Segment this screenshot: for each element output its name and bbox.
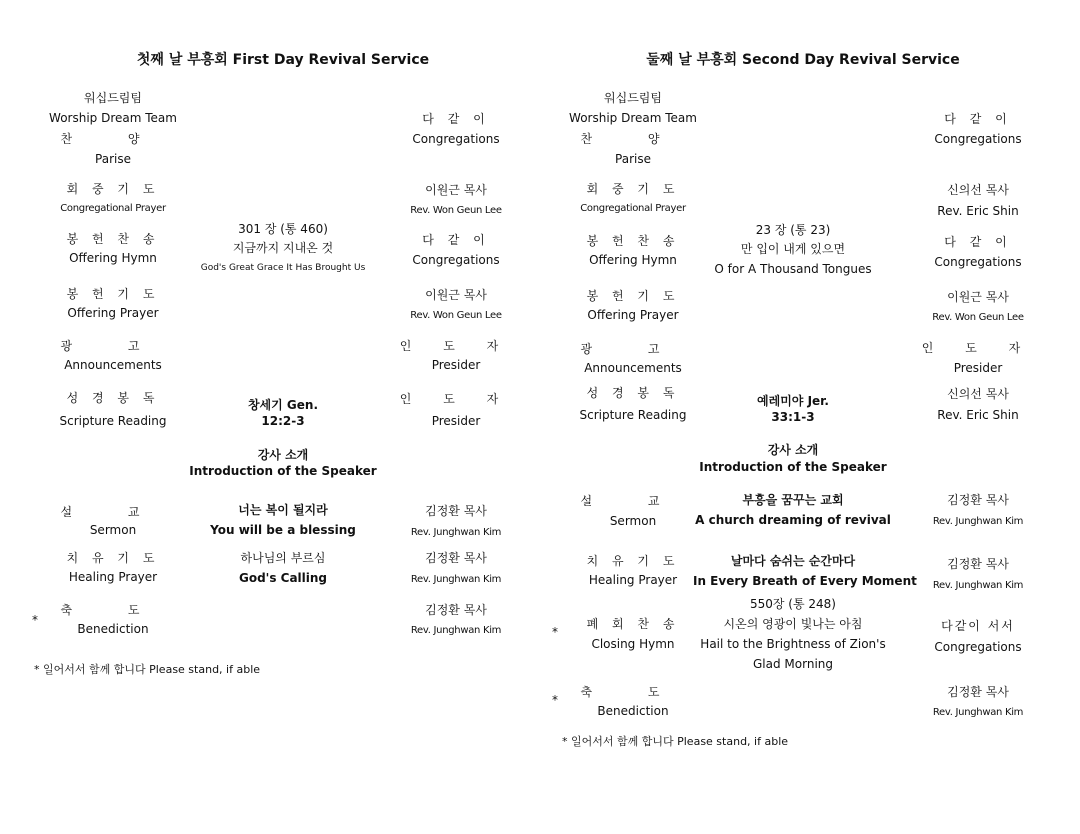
- day2-benediction-by-ko: 김정환 목사: [947, 685, 1009, 699]
- day1-program: [28, 0, 538, 834]
- day1-benediction-by-ko: 김정환 목사: [425, 603, 487, 617]
- day1-sermon-title-en: You will be a blessing: [210, 523, 356, 537]
- day2-healing-ko: 치 유 기 도: [586, 554, 680, 568]
- day1-hymn-title-en: God's Great Grace It Has Brought Us: [200, 263, 366, 273]
- day1-scripture-ref-verse: 12:2-3: [261, 414, 305, 428]
- day1-title: 첫째 날 부흥회 First Day Revival Service: [136, 52, 430, 68]
- day1-sermon-en: Sermon: [89, 523, 137, 537]
- day1-offering-ko: 봉 헌 기 도: [66, 287, 160, 301]
- day2-sermon-en: Sermon: [609, 514, 657, 528]
- day2-healing-by-ko: 김정환 목사: [947, 557, 1009, 571]
- day1-stand-note: * 일어서서 함께 합니다 Please stand, if able: [34, 663, 261, 676]
- day1-offering-by-ko: 이원근 목사: [425, 288, 487, 302]
- day1-praise-en: Parise: [95, 152, 131, 166]
- day2-benediction-by-en: Rev. Junghwan Kim: [932, 707, 1024, 718]
- day2-praise-by-en: Congregations: [934, 132, 1022, 146]
- day2-title: 둘째 날 부흥회 Second Day Revival Service: [646, 52, 960, 68]
- day2-scripture-by-en: Rev. Eric Shin: [937, 408, 1019, 422]
- day2-hymn-by-ko: 다 같 이: [944, 235, 1012, 249]
- day1-scripture-ref-book: 창세기 Gen.: [247, 398, 319, 412]
- day2-closing-hymn-title-en-line1: Hail to the Brightness of Zion's: [700, 637, 886, 651]
- day1-healing-title-ko: 하나님의 부르심: [240, 551, 326, 565]
- day1-prayer-ko: 회 중 기 도: [66, 182, 160, 196]
- day2-benediction-ko: 축 도: [580, 685, 686, 699]
- day1-healing-en: Healing Prayer: [68, 570, 158, 584]
- day2-offering-ko: 봉 헌 기 도: [586, 289, 680, 303]
- day2-hymn-title-en: O for A Thousand Tongues: [714, 262, 872, 276]
- day2-prayer-by-en: Rev. Eric Shin: [937, 204, 1019, 218]
- day1-intro-ko: 강사 소개: [257, 448, 309, 462]
- day1-sermon-by-ko: 김정환 목사: [425, 504, 487, 518]
- day1-prayer-en: Congregational Prayer: [60, 203, 166, 214]
- day2-sermon-ko: 설 교: [580, 494, 686, 508]
- day2-worship-ko: 워십드림팀: [604, 91, 662, 105]
- day2-announcements-en: Announcements: [584, 361, 682, 375]
- day1-scripture-en: Scripture Reading: [59, 414, 167, 428]
- day1-hymn-en: Offering Hymn: [69, 251, 157, 265]
- day2-scripture-ko: 성 경 봉 독: [586, 386, 680, 400]
- day2-closing-hymn-title-en-line2: Glad Morning: [753, 657, 833, 671]
- day1-worship-en: Worship Dream Team: [49, 111, 177, 125]
- day1-prayer-by-en: Rev. Won Geun Lee: [410, 205, 502, 216]
- day2-hymn-en: Offering Hymn: [589, 253, 677, 267]
- day1-scripture-by-en: Presider: [431, 414, 481, 428]
- day2-sermon-by-en: Rev. Junghwan Kim: [932, 516, 1024, 527]
- day2-praise-by-ko: 다 같 이: [944, 112, 1012, 126]
- day1-healing-title-en: God's Calling: [238, 571, 328, 585]
- day2-program: [548, 0, 1058, 834]
- day2-scripture-en: Scripture Reading: [579, 408, 687, 422]
- day2-healing-en: Healing Prayer: [588, 573, 678, 587]
- day2-closing-stand-mark: *: [552, 625, 558, 639]
- day2-prayer-ko: 회 중 기 도: [586, 182, 680, 196]
- day1-benediction-stand-mark: *: [32, 613, 38, 627]
- day2-closing-en: Closing Hymn: [591, 637, 675, 651]
- day2-hymn-ko: 봉 헌 찬 송: [586, 234, 680, 248]
- day1-scripture-ko: 성 경 봉 독: [66, 391, 160, 405]
- day1-praise-by-ko: 다 같 이: [422, 112, 490, 126]
- day2-closing-by-ko: 다같이 서서: [941, 619, 1015, 633]
- day2-praise-en: Parise: [615, 152, 651, 166]
- day1-praise-ko: 찬 양: [60, 132, 166, 146]
- day2-sermon-title-en: A church dreaming of revival: [695, 513, 891, 527]
- day2-hymn-by-en: Congregations: [934, 255, 1022, 269]
- day1-benediction-by-en: Rev. Junghwan Kim: [410, 625, 502, 636]
- day2-closing-hymn-title-ko: 시온의 영광이 빛나는 아침: [723, 617, 863, 631]
- day1-prayer-by-ko: 이원근 목사: [425, 183, 487, 197]
- day2-healing-by-en: Rev. Junghwan Kim: [932, 580, 1024, 591]
- day2-closing-ko: 폐 회 찬 송: [586, 617, 680, 631]
- day2-closing-hymn-number: 550장 (통 248): [750, 597, 836, 611]
- day1-healing-by-en: Rev. Junghwan Kim: [410, 574, 502, 585]
- day2-worship-en: Worship Dream Team: [569, 111, 697, 125]
- day1-offering-en: Offering Prayer: [67, 306, 159, 320]
- day1-scripture-by-ko: 인 도 자: [399, 392, 513, 406]
- day1-announcements-ko: 광 고: [60, 339, 166, 353]
- day2-hymn-title-ko: 만 입이 내게 있으면: [740, 242, 846, 256]
- day2-prayer-en: Congregational Prayer: [580, 203, 686, 214]
- day2-offering-en: Offering Prayer: [587, 308, 679, 322]
- day2-announcements-by-ko: 인 도 자: [921, 341, 1035, 355]
- day2-praise-ko: 찬 양: [580, 132, 686, 146]
- day1-announcements-by-en: Presider: [431, 358, 481, 372]
- day1-sermon-title-ko: 너는 복이 될지라: [238, 503, 328, 517]
- day1-praise-by-en: Congregations: [412, 132, 500, 146]
- day1-sermon-by-en: Rev. Junghwan Kim: [410, 527, 502, 538]
- day2-intro-en: Introduction of the Speaker: [699, 460, 887, 474]
- day2-healing-title-en: In Every Breath of Every Moment: [693, 574, 917, 588]
- day2-benediction-en: Benediction: [597, 704, 669, 718]
- day2-stand-note: * 일어서서 함께 합니다 Please stand, if able: [562, 735, 789, 748]
- day1-hymn-ko: 봉 헌 찬 송: [66, 232, 160, 246]
- day2-sermon-title-ko: 부흥을 꿈꾸는 교회: [742, 493, 844, 507]
- day2-benediction-stand-mark: *: [552, 693, 558, 707]
- day1-announcements-en: Announcements: [64, 358, 162, 372]
- day1-healing-ko: 치 유 기 도: [66, 551, 160, 565]
- day2-sermon-by-ko: 김정환 목사: [947, 493, 1009, 507]
- day2-prayer-by-ko: 신의선 목사: [947, 183, 1009, 197]
- day2-announcements-ko: 광 고: [580, 342, 686, 356]
- day1-worship-ko: 워십드림팀: [84, 91, 142, 105]
- day2-scripture-ref-verse: 33:1-3: [771, 410, 815, 424]
- day1-intro-en: Introduction of the Speaker: [189, 464, 377, 478]
- day2-closing-by-en: Congregations: [934, 640, 1022, 654]
- day2-scripture-by-ko: 신의선 목사: [947, 387, 1009, 401]
- day2-offering-by-en: Rev. Won Geun Lee: [932, 312, 1024, 323]
- day2-healing-title-ko: 날마다 숨쉬는 순간마다: [730, 554, 856, 568]
- day2-announcements-by-en: Presider: [953, 361, 1003, 375]
- day1-hymn-by-ko: 다 같 이: [422, 233, 490, 247]
- day1-hymn-title-ko: 지금까지 지내온 것: [232, 241, 334, 255]
- day2-intro-ko: 강사 소개: [767, 443, 819, 457]
- day1-benediction-en: Benediction: [77, 622, 149, 636]
- day2-hymn-number: 23 장 (통 23): [755, 223, 831, 237]
- day1-healing-by-ko: 김정환 목사: [425, 551, 487, 565]
- day2-scripture-ref-book: 예레미야 Jer.: [757, 394, 829, 408]
- day2-offering-by-ko: 이원근 목사: [947, 290, 1009, 304]
- day1-announcements-by-ko: 인 도 자: [399, 339, 513, 353]
- day1-hymn-number: 301 장 (통 460): [238, 222, 328, 236]
- day1-offering-by-en: Rev. Won Geun Lee: [410, 310, 502, 321]
- day1-sermon-ko: 설 교: [60, 505, 166, 519]
- day1-benediction-ko: 축 도: [60, 603, 166, 617]
- day1-hymn-by-en: Congregations: [412, 253, 500, 267]
